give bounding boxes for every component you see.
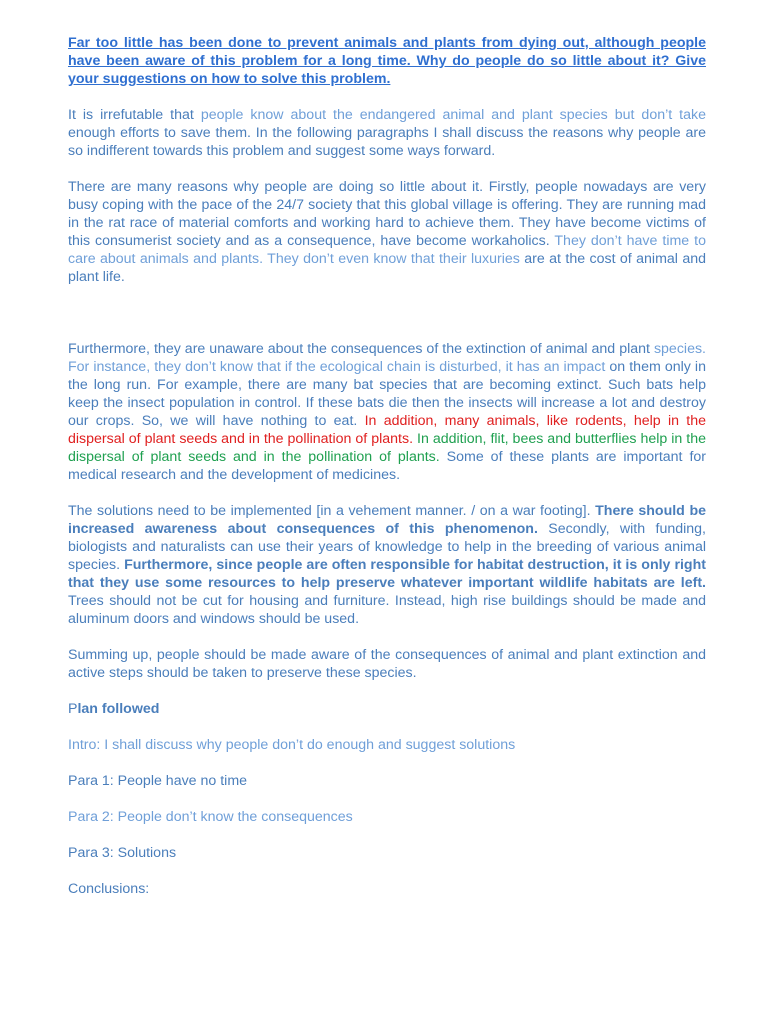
plan-para3: Para 3: Solutions [68,845,177,861]
intro-text-c: enough efforts to save them. In the following paragraphs I shall discuss the reasons why people are so indifferent towards this problem and suggest some ways forward. [68,125,706,159]
essay-title: Far too little has been done to prevent animals and plants from dying out, although people have been aware of this problem for a long time. Why do people do so little about it? Give your suggestions on how to solve this problem. [68,35,706,87]
plan-para1: Para 1: People have no time [68,773,248,789]
intro-text-a: It is irrefutable that [68,107,201,123]
para1-text-b: They don’t have time to care about animals and plants. They don’t even know that their luxuries [68,233,706,267]
para2-text-a: Furthermore, they are unaware about the consequences of the extinction of animal and plant [68,341,654,357]
para2-green-text: In addition, flit, bees and butterflies help in the dispersal of plant seeds and in the pollination of plants. [68,431,706,465]
conclusion-paragraph: Summing up, people should be made aware of the consequences of animal and plant extinction and active steps should be taken to preserve these species. [68,647,706,681]
para2-text-b: species. For instance, they don’t know that if the ecological chain is disturbed, it has an impact [68,341,706,375]
para2-red-text: In addition, many animals, like rodents, help in the dispersal of plant seeds and in the pollination of plants. [68,413,706,447]
plan-heading-initial: P [68,701,78,717]
plan-heading [68,700,706,718]
plan-conclusions: Conclusions: [68,881,150,897]
solutions-paragraph [68,502,706,628]
plan-para2: Para 2: People don’t know the consequences [68,809,353,825]
para3-bold-1: There should be increased awareness about consequences of this phenomenon. [68,503,706,537]
para3-text-c: Trees should not be cut for housing and furniture. Instead, high rise buildings should be made and aluminum doors and windows should be used. [68,593,706,627]
reasons-paragraph [68,178,706,286]
plan-intro: Intro: I shall discuss why people don’t do enough and suggest solutions [68,737,516,753]
para2-text-d: Some of these plants are important for medical research and the development of medicines. [68,449,707,483]
consequences-paragraph [68,340,706,484]
essay-document [68,34,706,898]
plan-heading-rest: lan followed [77,701,160,717]
para1-text-a: There are many reasons why people are doing so little about it. Firstly, people nowadays are very busy coping with the pace of the 24/7 society that this global village is offering. They are running mad in the rat race of material comforts and working hard to achieve them. They have become victims of this consumerist society and as a consequence, have become workaholics. [68,179,706,249]
intro-text-b: people know about the endangered animal and plant species but don’t take [200,107,706,123]
para2-text-c: on them only in the long run. For example, there are many bat species that are becoming extinct. Such bats help keep the insect population in control. If these bats die then the insects will increase a lot and destroy our crops. So, we will have nothing to eat. [68,359,706,429]
para1-text-c: are at the cost of animal and plant life. [68,251,706,285]
para3-bold-2: Furthermore, since people are often responsible for habitat destruction, it is only right that they use some resources to help preserve whatever important wildlife habitats are left. [68,557,706,591]
intro-paragraph [68,106,706,160]
para3-text-b: Secondly, with funding, biologists and naturalists can use their years of knowledge to help in the breeding of various animal species. [68,521,706,573]
para3-text-a: The solutions need to be implemented [in a vehement manner. / on a war footing]. [68,503,596,519]
